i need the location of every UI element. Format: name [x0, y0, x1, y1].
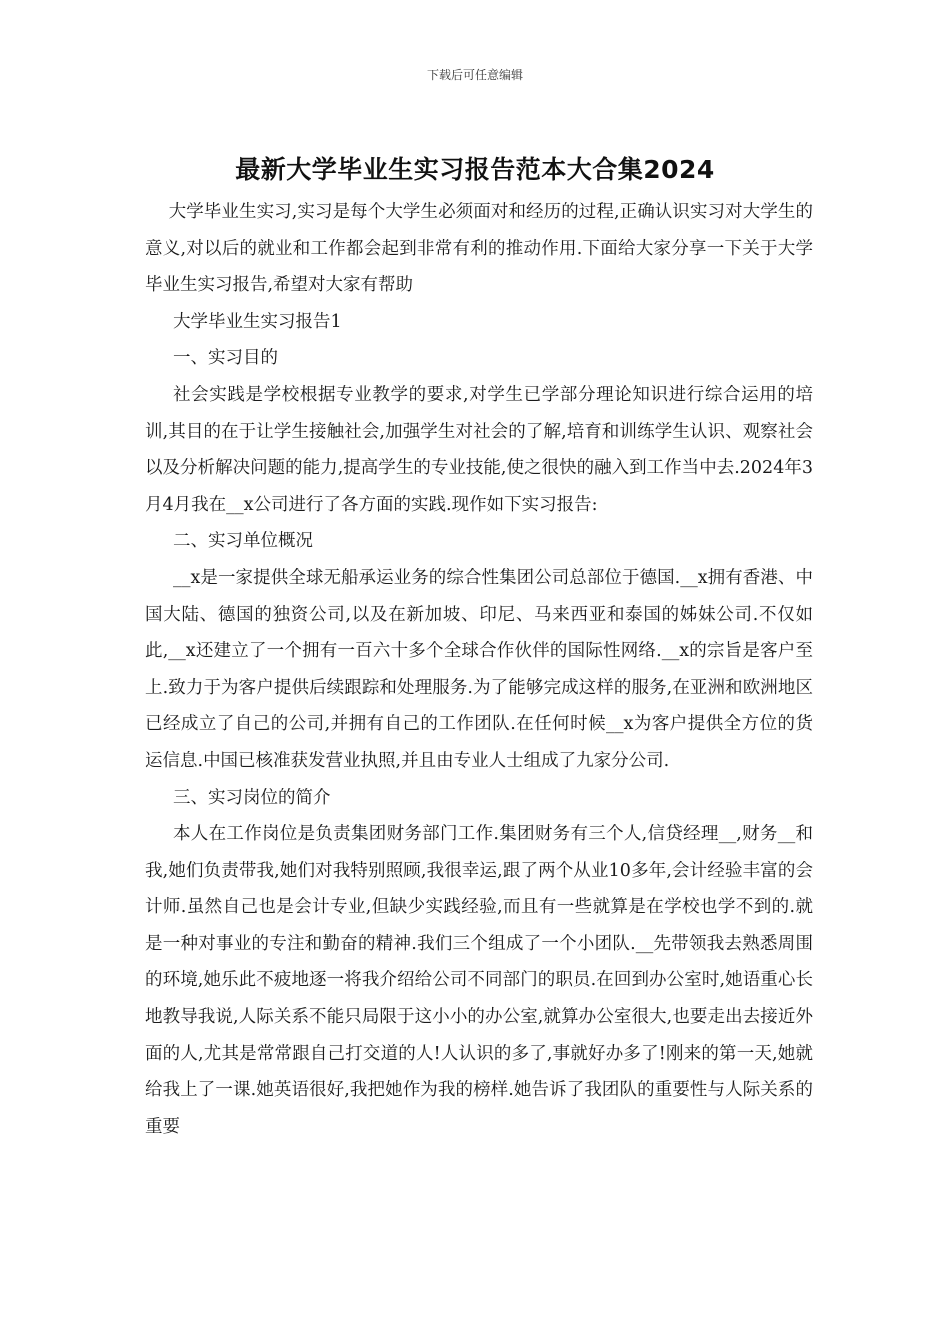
header-note: 下载后可任意编辑 — [426, 68, 523, 82]
company-paragraph: __x是一家提供全球无船承运业务的综合性集团公司总部位于德国.__x拥有香港、中国大陆、德国的独资公司,以及在新加坡、印尼、马来西亚和泰国的姊妹公司.不仅如此,__x还建立了一个拥有一百六十多个全球合作伙伴的国际性网络.__x的宗旨是客户至上.致力于为客户提供后续跟踪和处理服务.为了能够完成这样的服务,在亚洲和欧洲地区已经成立了自己的公司,并拥有自己的工作团队.在任何时候__x为客户提供全方位的货运信息.中国已核准获发营业执照,并且由专业人士组成了九家分公司. — [145, 567, 813, 771]
document-body — [145, 194, 813, 1145]
purpose-paragraph: 社会实践是学校根据专业教学的要求,对学生已学部分理论知识进行综合运用的培训,其目的在于让学生接触社会,加强学生对社会的了解,培育和训练学生认识、观察社会以及分析解决问题的能力,提高学生的专业技能,使之很快的融入到工作当中去.2024年3月4月我在__x公司进行了各方面的实践.现作如下实习报告: — [145, 384, 813, 515]
section-heading-position: 三、实习岗位的简介 — [173, 787, 331, 808]
section-heading-company: 二、实习单位概况 — [173, 531, 313, 552]
section-heading-purpose: 一、实习目的 — [173, 348, 278, 369]
report-heading: 大学毕业生实习报告1 — [173, 311, 342, 332]
document-title: 最新大学毕业生实习报告范本大合集2024 — [235, 155, 715, 184]
intro-paragraph: 大学毕业生实习,实习是每个大学生必须面对和经历的过程,正确认识实习对大学生的意义,对以后的就业和工作都会起到非常有利的推动作用.下面给大家分享一下关于大学毕业生实习报告,希望对大家有帮助 — [145, 202, 813, 296]
position-paragraph: 本人在工作岗位是负责集团财务部门工作.集团财务有三个人,信贷经理__,财务__和我,她们负责带我,她们对我特别照顾,我很幸运,跟了两个从业10多年,会计经验丰富的会计师.虽然自己也是会计专业,但缺少实践经验,而且有一些就算是在学校也学不到的.就是一种对事业的专注和勤奋的精神.我们三个组成了一个小团队.__先带领我去熟悉周围的环境,她乐此不疲地逐一将我介绍给公司不同部门的职员.在回到办公室时,她语重心长地教导我说,人际关系不能只局限于这小小的办公室,就算办公室很大,也要走出去接近外面的人,尤其是常常跟自己打交道的人!人认识的多了,事就好办多了!刚来的第一天,她就给我上了一课.她英语很好,我把她作为我的榜样.她告诉了我团队的重要性与人际关系的重要 — [145, 824, 813, 1137]
